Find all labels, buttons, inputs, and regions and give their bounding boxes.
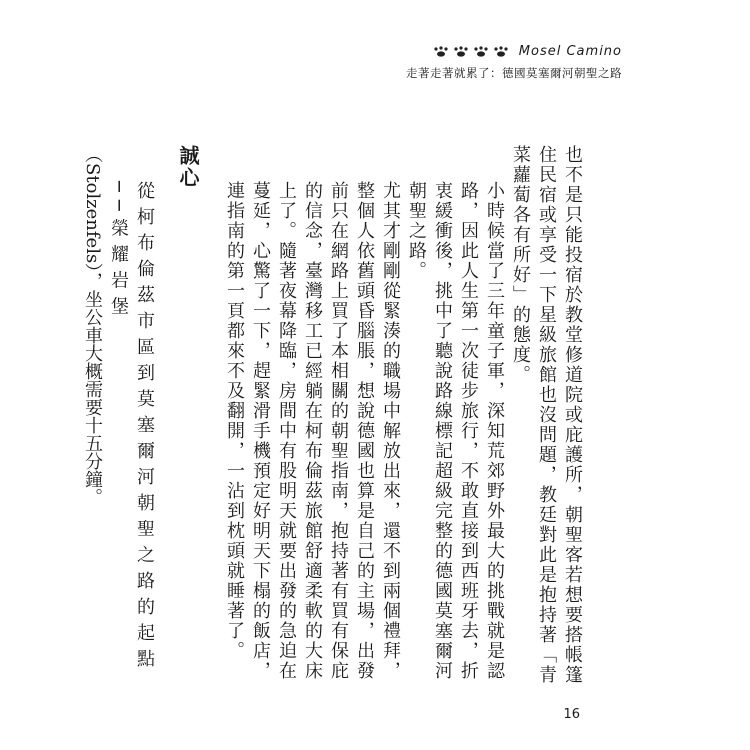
book-subtitle: 走著走著就累了：德國莫塞爾河朝聖之路 bbox=[406, 66, 622, 80]
paw-print-icon bbox=[433, 46, 449, 57]
section-line-1: 從柯布倫茲市區到莫塞爾河朝聖之路的起點──榮耀岩堡 bbox=[108, 181, 155, 675]
paragraph-2: 小時候當了三年童子軍，深知荒郊野外最大的挑戰就是認路，因此人生第一次徒步旅行，不敢直接到西班牙去，折衷緩衝後，挑中了聽說路線標記超級完整的德國莫塞爾河朝聖之路。 bbox=[406, 181, 505, 681]
series-title: Mosel Camino bbox=[518, 44, 622, 59]
paragraph-3: 尤其才剛剛從緊湊的職場中解放出來，還不到兩個禮拜，整個人依舊頭昏腦脹，想說德國也算是自己的主場，出發前只在網路上買了本相關的朝聖指南，抱持著有買有保庇的信念，臺灣移工已經躺在柯布倫茲旅館舒適柔軟的大床上了。隨著夜幕降臨，房間中有股明天就要出發的急迫在蔓延，心驚了一下，趕緊滑手機預定好明天下榻的飯店，連指南的第一頁都來不及翻開，一沾到枕頭就睡著了。 bbox=[224, 181, 401, 681]
section-heading: 誠心 bbox=[176, 145, 200, 189]
header-top-row bbox=[406, 44, 622, 59]
page-number: 16 bbox=[563, 707, 580, 722]
vertical-body-text bbox=[79, 145, 585, 690]
paw-print-icon bbox=[453, 46, 469, 57]
section-line-2: （Stolzenfels），坐公車大概需要十五分鐘。 bbox=[82, 145, 103, 507]
paw-print-ornaments bbox=[433, 46, 509, 57]
paragraph-1: 也不是只能投宿於教堂修道院或庇護所，朝聖客若想要搭帳篷住民宿或享受一下星級旅館也沒問題，教廷對此是抱持著「青菜蘿蔔各有所好」的態度。 bbox=[510, 145, 583, 685]
paw-print-icon bbox=[493, 46, 509, 57]
running-header bbox=[406, 44, 622, 81]
paw-print-icon bbox=[473, 46, 489, 57]
